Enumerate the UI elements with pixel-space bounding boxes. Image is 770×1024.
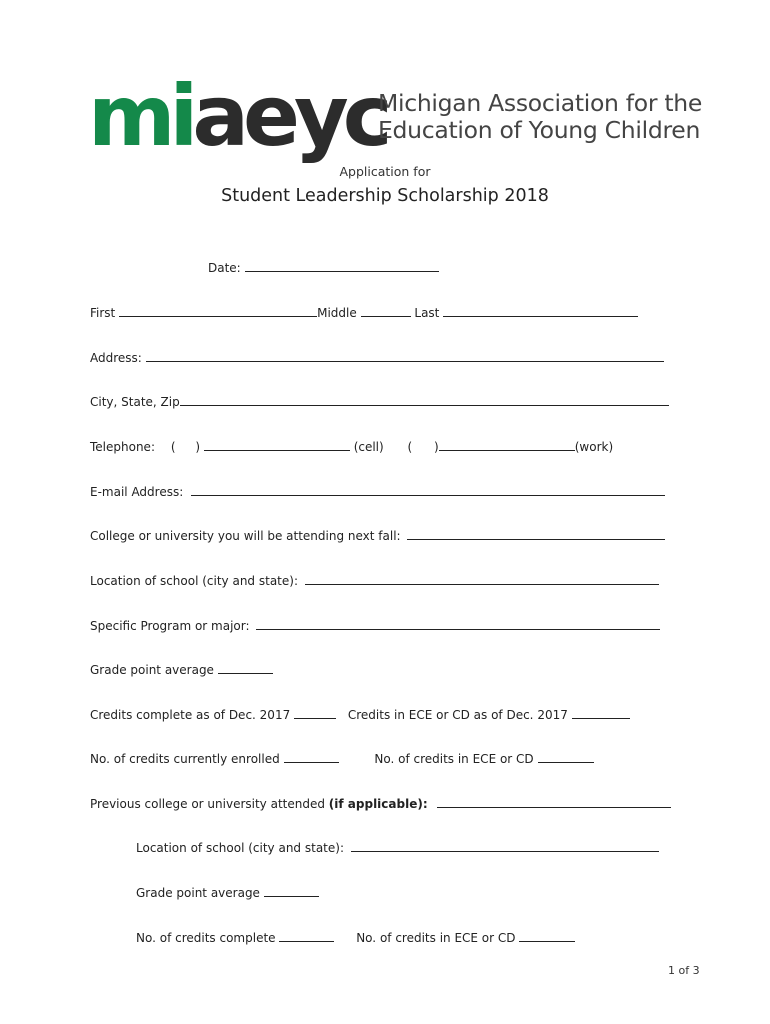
credits-complete-row: [90, 707, 630, 723]
college-next-fall-row: [90, 528, 665, 544]
credits-enrolled-row: [90, 751, 594, 767]
miaeyc-logo: [88, 67, 387, 165]
form-title: Student Leadership Scholarship 2018: [221, 186, 549, 206]
if-applicable-label: (if applicable):: [328, 797, 428, 811]
work-area-open: (: [407, 440, 413, 454]
work-phone-field[interactable]: [439, 439, 575, 451]
name-row: [90, 305, 638, 321]
logo-wordmark-green: mi: [88, 67, 193, 165]
address-label: Address:: [90, 351, 142, 365]
first-name-field[interactable]: [119, 305, 317, 317]
previous-credits-row: [136, 930, 575, 946]
credits-complete-field[interactable]: [294, 707, 336, 719]
program-field[interactable]: [256, 618, 660, 630]
previous-location-field[interactable]: [351, 840, 659, 852]
school-location-label: Location of school (city and state):: [90, 574, 298, 588]
email-row: [90, 484, 665, 500]
cell-area-open: (: [170, 440, 176, 454]
previous-credits-ece-label: No. of credits in ECE or CD: [356, 931, 516, 945]
city-state-zip-field[interactable]: [180, 394, 669, 406]
email-label: E-mail Address:: [90, 485, 184, 499]
last-name-label: Last: [414, 306, 440, 320]
city-state-zip-label: City, State, Zip: [90, 395, 180, 409]
address-row: [90, 350, 664, 366]
previous-credits-complete-field[interactable]: [279, 930, 334, 942]
last-name-field[interactable]: [443, 305, 638, 317]
previous-credits-ece-field[interactable]: [519, 930, 575, 942]
date-row: [208, 260, 439, 276]
work-area-close: ): [434, 440, 439, 454]
organization-name: Michigan Association for the Education of Young Children: [378, 89, 703, 144]
previous-college-field[interactable]: [437, 796, 671, 808]
address-field[interactable]: [146, 350, 664, 362]
credits-ece-cd-field[interactable]: [538, 751, 594, 763]
middle-name-field[interactable]: [361, 305, 411, 317]
logo-wordmark-dark: aeyc: [192, 67, 387, 165]
program-row: [90, 618, 660, 634]
form-subtitle: Application for: [339, 164, 431, 179]
college-next-fall-label: College or university you will be attending next fall:: [90, 529, 401, 543]
credits-ece-cd-label: No. of credits in ECE or CD: [374, 752, 534, 766]
email-field[interactable]: [191, 484, 665, 496]
work-label: (work): [574, 440, 614, 454]
first-name-label: First: [90, 306, 116, 320]
school-location-field[interactable]: [305, 573, 659, 585]
previous-gpa-field[interactable]: [264, 885, 319, 897]
telephone-row: [90, 439, 613, 455]
cell-label: (cell): [353, 440, 384, 454]
date-label: Date:: [208, 261, 241, 275]
college-next-fall-field[interactable]: [407, 528, 665, 540]
previous-location-label: Location of school (city and state):: [136, 841, 344, 855]
credits-complete-label: Credits complete as of Dec. 2017: [90, 708, 291, 722]
school-location-row: [90, 573, 659, 589]
credits-ece-label: Credits in ECE or CD as of Dec. 2017: [347, 708, 568, 722]
middle-name-label: Middle: [317, 306, 357, 320]
cell-area-close: ): [195, 440, 201, 454]
gpa-field[interactable]: [218, 662, 273, 674]
credits-enrolled-field[interactable]: [284, 751, 339, 763]
program-label: Specific Program or major:: [90, 619, 250, 633]
gpa-row: [90, 662, 273, 678]
page-number: 1 of 3: [668, 964, 700, 977]
previous-gpa-label: Grade point average: [136, 886, 260, 900]
date-field[interactable]: [245, 260, 439, 272]
credits-ece-field[interactable]: [572, 707, 630, 719]
gpa-label: Grade point average: [90, 663, 214, 677]
telephone-label: Telephone:: [90, 440, 155, 454]
previous-gpa-row: [136, 885, 319, 901]
credits-enrolled-label: No. of credits currently enrolled: [90, 752, 280, 766]
cell-phone-field[interactable]: [204, 439, 350, 451]
previous-location-row: [136, 840, 659, 856]
previous-credits-complete-label: No. of credits complete: [136, 931, 276, 945]
previous-college-row: [90, 796, 671, 812]
previous-college-label: Previous college or university attended: [90, 797, 325, 811]
city-state-zip-row: [90, 394, 669, 410]
